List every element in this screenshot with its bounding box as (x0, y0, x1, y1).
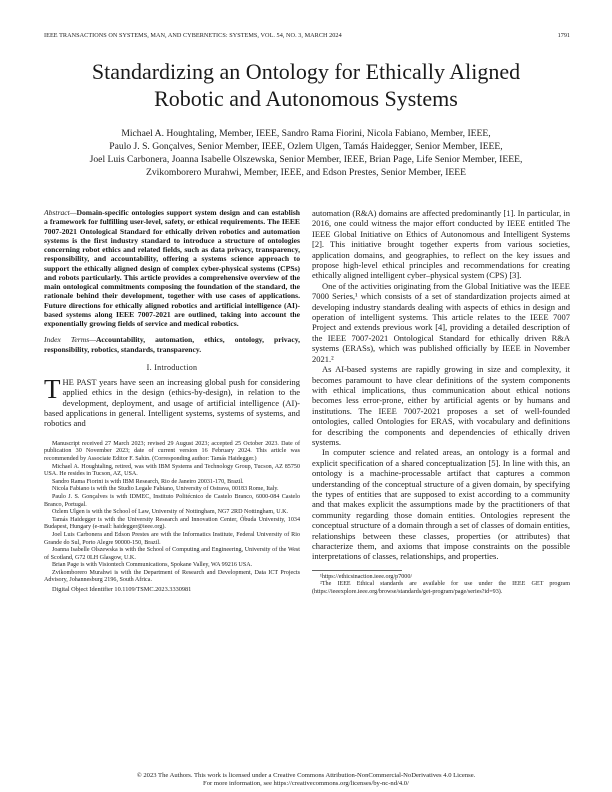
author-list (40, 127, 572, 179)
footnote-1-link[interactable]: ¹https://ethicsinaction.ieee.org/p7000/ (320, 573, 413, 580)
license-line-1: © 2023 The Authors. This work is licensed under a Creative Commons Attribution-NonCommercial-NoDerivatives 4.0 License. (136, 772, 476, 779)
paper-title (40, 58, 572, 112)
paragraph-4: In computer science and related areas, an ontology is a formal and explicit specification of a shared conceptualization [5]. In line with this, an ontology is a machine-processable artifact that captures a common understanding of the conceptual structure of a given domain, by specifying the types of entities that are supposed to exist according to a community and that makes explicit the assumptions made by the practitioners of that community regarding those domain entities. Ontologies represent the conceptual structure of a domain through a set of classes of domain entities, relationships between these classes, properties (or attributes) that characterize them, and axioms that impose constraints on the possible interpretations of classes, relationships, and properties. (312, 447, 570, 562)
license-notice (40, 772, 572, 789)
title-line-1: Standardizing an Ontology for Ethically Aligned (91, 59, 521, 84)
introduction-paragraph (44, 373, 300, 429)
footnote-2-link[interactable]: ²The IEEE Ethical standards are available for use under the IEEE GET program (https://ieeexplore.ieee.org/browse/standards/get-program/page/series?id=93). (312, 581, 570, 595)
title-line-2: Robotic and Autonomous Systems (154, 86, 458, 111)
section-heading-introduction: I. Introduction (146, 362, 198, 372)
index-terms-text: Accountability, automation, ethics, ontology, privacy, responsibility, robotics, standards, transparency. (44, 335, 300, 354)
paragraph-1: automation (R&A) domains are affected predominantly [1]. In particular, in 2016, one could witness the major effort conducted by IEEE entitled The IEEE Global Initiative on Ethics of Autonomous and Intelligent Systems [2]. This initiative brought together experts from various societies, application domains, and geographies, to reflect on the key issues and propose high-level ethical principles and recommendations for creating ethically aligned intelligent cyber–physical system (CPS) [3]. (312, 208, 570, 281)
author-line-2: Paulo J. S. Gonçalves, Senior Member, IEEE, Ozlem Ulgen, Tamás Haidegger, Senior Member, IEEE, (109, 141, 503, 153)
footnote-fiorini: Sandro Rama Fiorini is with IBM Research, Rio de Janeiro 20031-170, Brazil. (52, 478, 244, 485)
abstract-text: Domain-specific ontologies support system design and can establish a framework for fulfilling user-level, safety, or ethical requirements. The IEEE 7007-2021 Ontological Standard for ethically driven robotics and automation systems is the first industry standard to introduce a structure of ontologies concerning robot ethics and related fields, such as data privacy, transparency, responsibility, and accountability, offering a systems science approach to support the ethically aligned design of complex cyber-physical systems (CPSs) and robots particularly. This article provides a comprehensive overview of the main ontological commitments composing the foundation of the standard, the rationale behind their development, together with use cases of applications. Future directions for ethically aligned robotics and artificial intelligence (AI)-based systems along IEEE 7007-2021 are outlined, taking into account the exponentially growing fields of service and medical robotics. (44, 208, 300, 328)
right-column (312, 208, 570, 597)
paragraph-3: As AI-based systems are rapidly growing in size and complexity, it becomes paramount to have clear definitions of the system components with ethical implications, thus communication about ethical notions becomes less error-prone, either by artificial agents or by humans and institutions. The IEEE 7007-2021 proposes a set of well-founded ontologies, called Ontologies for ERAS, with vocabulary and definitions for describing the components and dependencies of ethically driven systems. (312, 364, 570, 447)
abstract-lead: Abstract— (44, 208, 77, 217)
running-header-journal: IEEE TRANSACTIONS ON SYSTEMS, MAN, AND CYBERNETICS: SYSTEMS, VOL. 54, NO. 3, MARCH 2024 (44, 32, 342, 39)
license-line-2[interactable]: For more information, see https://creativecommons.org/licenses/by-nc-nd/4.0/ (203, 780, 409, 788)
footnote-fabiano: Nicola Fabiano is with the Studio Legale Fabiano, University of Ostrava, 00183 Rome, Italy. (52, 486, 279, 493)
footnote-manuscript: Manuscript received 27 March 2023; revised 29 August 2023; accepted 25 October 2023. Date of publication 30 November 2023; date of current version 16 February 2024. This article was recommended by Associate Editor F. Sahin. (Corresponding author: Tamás Haidegger.) (44, 440, 300, 462)
footnote-murahwi: Zvikomborero Murahwi is with the Department of Research and Development, Data ICT Projects Advisory, Johannesburg 2196, South Africa. (44, 569, 300, 584)
author-line-4: Zvikomborero Murahwi, Member, IEEE, and Edson Prestes, Senior Member, IEEE (145, 167, 466, 179)
footnote-olszewska: Joanna Isabelle Olszewska is with the School of Computing and Engineering, University of the West of Scotland, G72 0LH Glasgow, U.K. (44, 547, 300, 561)
footnote-haidegger: Tamás Haidegger is with the University Research and Innovation Center, Óbuda University, 1034 Budapest, Hungary (e-mail: haidegger@ieee.org). (44, 516, 300, 531)
page-number: 1791 (557, 32, 570, 39)
footnote-houghtaling: Michael A. Houghtaling, retired, was with IBM Systems and Technology Group, Tucson, AZ 85750 USA. He resides in Tucson, AZ, USA. (44, 463, 300, 478)
author-line-3: Joel Luis Carbonera, Joanna Isabelle Olszewska, Senior Member, IEEE, Brian Page, Life Senior Member, IEEE, (89, 154, 523, 166)
paragraph-2: One of the activities originating from the Global Initiative was the IEEE 7000 Series,¹ which consists of a set of standardization projects aimed at developing industry standards dealing with aspects of ethics in design and operation of intelligent systems. This article relates to the IEEE 7007 Project and extends previous work [4], providing a detailed description of the IEEE 7007-2021 Ontological Standard for ethically driven R&A systems (ERASs), which was published officially by IEEE in November 2021.² (312, 280, 570, 364)
drop-cap: T (44, 373, 61, 404)
index-terms (44, 335, 300, 354)
introduction-text: HE PAST years have seen an increasing global push for considering applied ethics in the design (ethics-by-design), in relation to the development, deployment, and usage of artificial intelligence (AI)-based applications in general. Intelligent systems, systems of systems, and robotics and (44, 376, 300, 429)
footnote-carbonera-prestes: Joel Luis Carbonera and Edson Prestes are with the Informatics Institute, Federal University of Rio Grande do Sul, Porto Alegre 90000-150, Brazil. (44, 531, 300, 546)
author-line-1: Michael A. Houghtaling, Member, IEEE, Sandro Rama Fiorini, Nicola Fabiano, Member, IEEE, (121, 128, 491, 139)
footnote-goncalves: Paulo J. S. Gonçalves is with IDMEC, Instituto Politécnico de Castelo Branco, 6000-084 Castelo Branco, Portugal. (44, 493, 300, 508)
left-column (44, 208, 300, 594)
footnote-divider (312, 570, 402, 571)
footnote-page: Brian Page is with Visiontech Communications, Spokane Valley, WA 99216 USA. (52, 562, 253, 569)
abstract (44, 208, 300, 328)
affiliation-footnotes (44, 441, 300, 594)
doi[interactable]: Digital Object Identifier 10.1109/TSMC.2023.3330981 (52, 586, 192, 594)
index-terms-lead: Index Terms— (44, 335, 96, 345)
footnote-ulgen: Ozlem Ulgen is with the School of Law, University of Nottingham, NG7 2RD Nottingham, U.K. (52, 509, 289, 516)
